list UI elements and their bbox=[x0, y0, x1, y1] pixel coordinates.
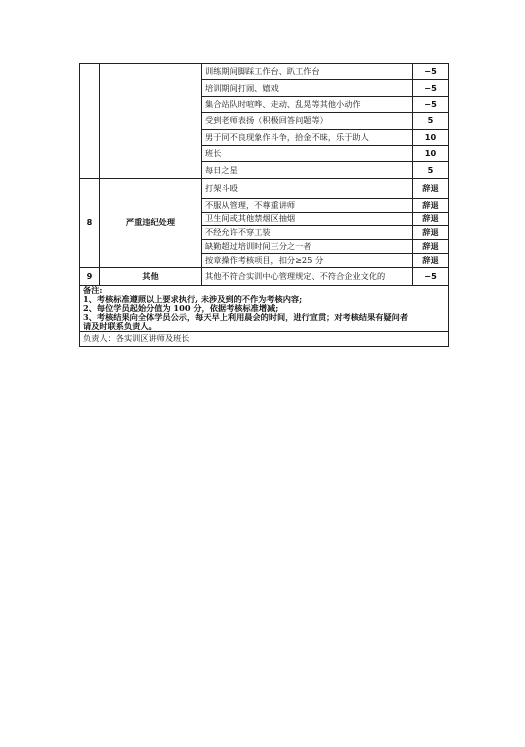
rule-item: 男于同不良现象作斗争，拾金不昧，乐于助人 bbox=[202, 129, 413, 145]
rule-item: 不经允许不穿工装 bbox=[202, 226, 413, 240]
note-line: 请及时联系负责人。 bbox=[83, 320, 157, 331]
table-row bbox=[80, 64, 449, 80]
rule-item: 培训期间打闹、嬉戏 bbox=[202, 80, 413, 96]
rule-item: 集合站队时喧哗、走动、乱晃等其他小动作 bbox=[202, 96, 413, 112]
section-number: 8 bbox=[80, 178, 100, 267]
rule-score: 10 bbox=[413, 129, 449, 145]
table-row bbox=[80, 178, 449, 198]
rule-item: 卫生间或其他禁烟区抽烟 bbox=[202, 212, 413, 226]
category-label: 其他 bbox=[100, 267, 202, 285]
rule-score: −5 bbox=[413, 80, 449, 96]
rule-item: 每日之星 bbox=[202, 162, 413, 178]
rule-score: −5 bbox=[413, 64, 449, 80]
note-line: 3、考核结果向全体学员公示，每天早上利用晨会的时间，进行宣贯；对考核结果有疑问者 bbox=[83, 311, 409, 322]
rule-score: −5 bbox=[413, 267, 449, 285]
section-number: 9 bbox=[80, 267, 100, 285]
rule-score: 辞退 bbox=[413, 178, 449, 198]
rule-item: 缺勤超过培训时间三分之一者 bbox=[202, 240, 413, 254]
rule-item: 打架斗殴 bbox=[202, 178, 413, 198]
table-row bbox=[80, 267, 449, 285]
section-number-empty bbox=[80, 64, 100, 179]
rule-score: 5 bbox=[413, 113, 449, 129]
note-line: 2、每位学员起始分值为 100 分，依据考核标准增减; bbox=[83, 302, 279, 313]
responsible-row bbox=[80, 331, 449, 346]
rule-score: −5 bbox=[413, 96, 449, 112]
notes-cell bbox=[80, 285, 449, 331]
notes-row bbox=[80, 285, 449, 331]
category-cell-empty bbox=[100, 64, 202, 179]
rule-item: 不服从管理，不尊重讲师 bbox=[202, 198, 413, 212]
rule-score: 辞退 bbox=[413, 198, 449, 212]
rule-score: 5 bbox=[413, 162, 449, 178]
rule-item: 受到老师表扬（积极回答问题等） bbox=[202, 113, 413, 129]
rule-item: 班长 bbox=[202, 145, 413, 161]
rule-score: 辞退 bbox=[413, 226, 449, 240]
rule-score: 辞退 bbox=[413, 240, 449, 254]
assessment-table bbox=[79, 63, 449, 347]
note-line: 1、考核标准遵照以上要求执行, 未涉及到的不作为考核内容; bbox=[83, 293, 303, 304]
rule-score: 辞退 bbox=[413, 212, 449, 226]
rule-score: 辞退 bbox=[413, 253, 449, 267]
category-label: 严重违纪处理 bbox=[100, 178, 202, 267]
notes-title: 备注: bbox=[83, 284, 103, 295]
responsible-text: 负责人：各实训区讲师及班长 bbox=[80, 331, 449, 346]
rule-item: 按章操作考核项目，扣分≥25 分 bbox=[202, 253, 413, 267]
rule-score: 10 bbox=[413, 145, 449, 161]
rule-item: 其他不符合实训中心管理规定、不符合企业文化的 bbox=[202, 267, 413, 285]
rule-item: 训练期间脚踩工作台、趴工作台 bbox=[202, 64, 413, 80]
